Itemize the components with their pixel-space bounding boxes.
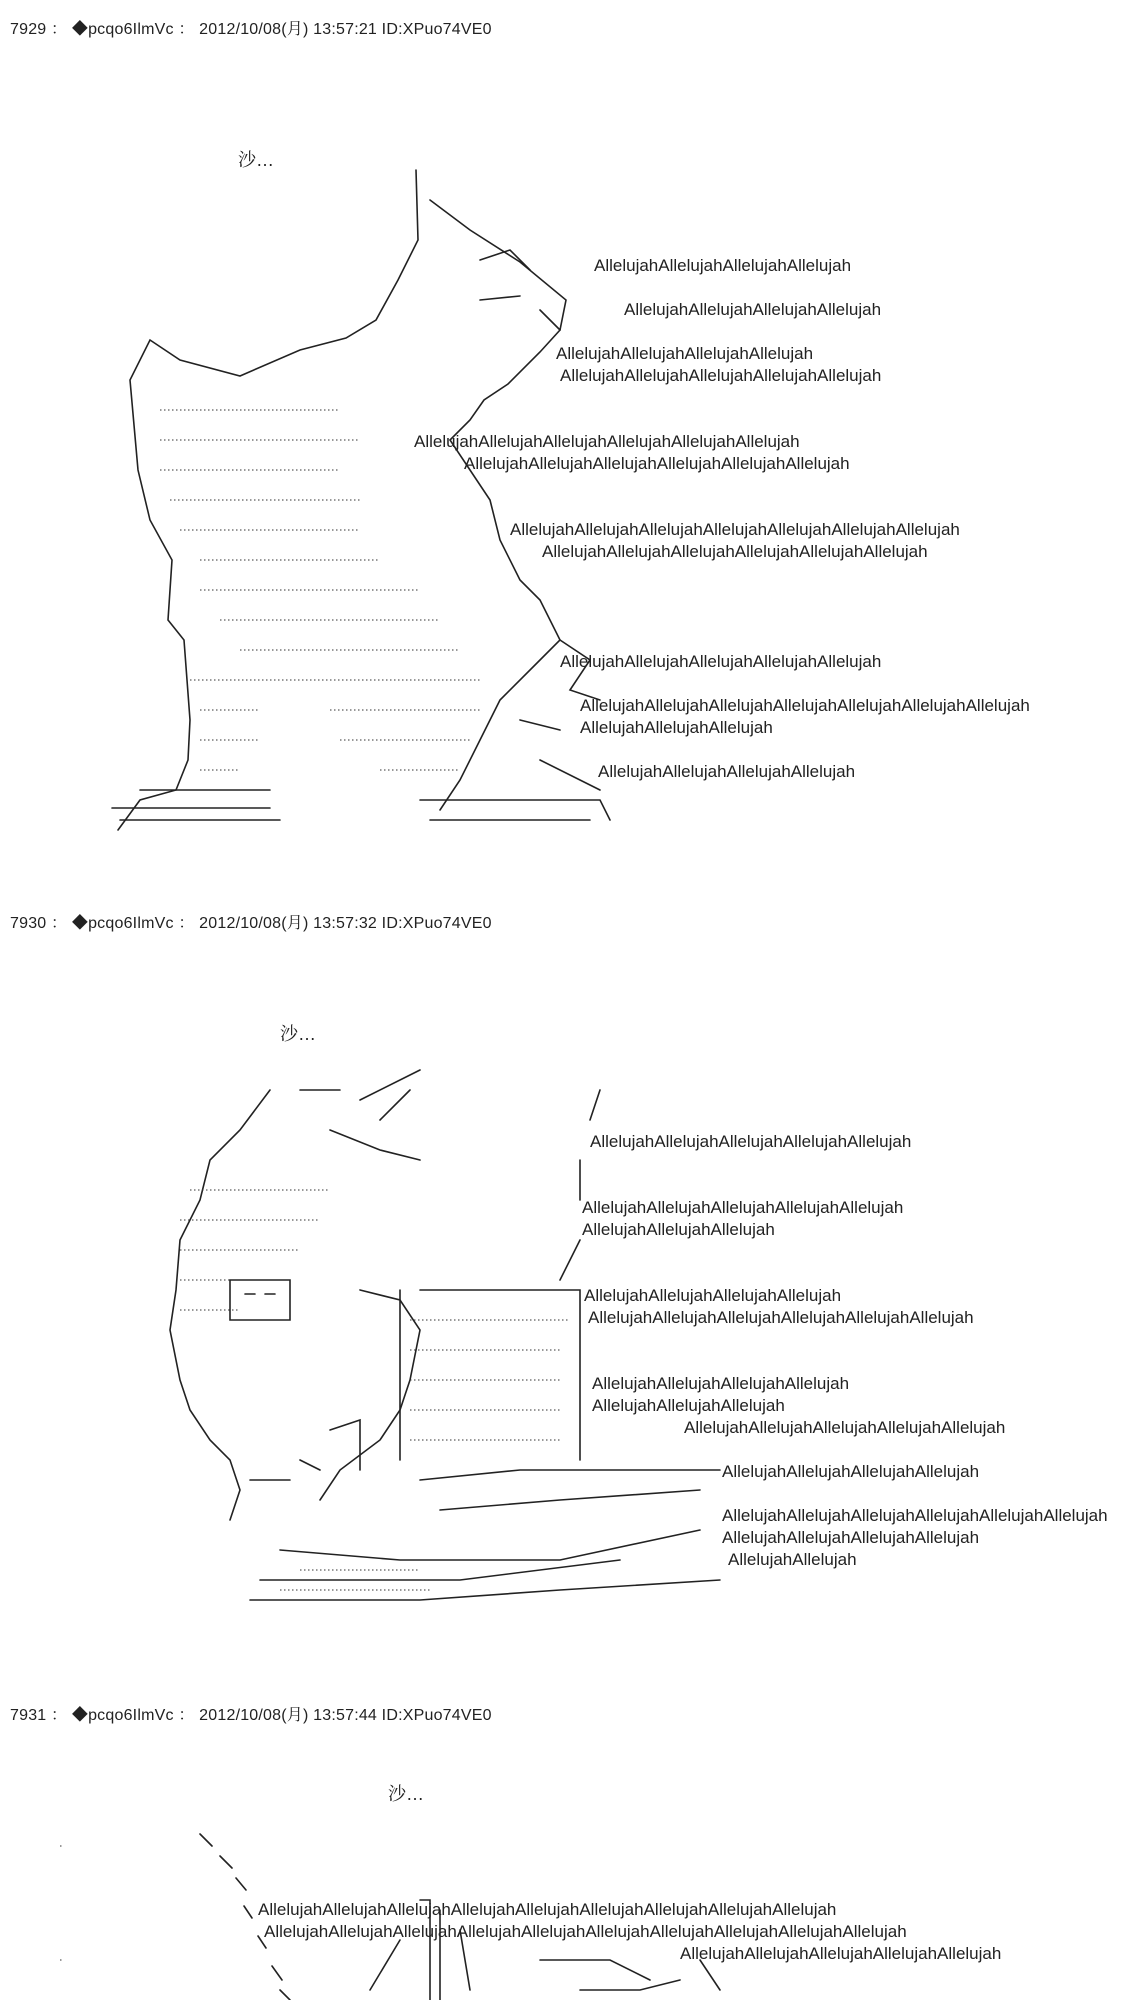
ascii-art-figure-2 [170, 1070, 720, 1600]
sa-text: 沙… [238, 150, 274, 170]
allelujah-line: AllelujahAllelujahAllelujahAllelujahAllelujahAllelujah [722, 1506, 1108, 1525]
sa-text: 沙… [280, 1024, 316, 1044]
allelujah-line: AllelujahAllelujah [728, 1550, 857, 1569]
allelujah-line: AllelujahAllelujahAllelujahAllelujahAllelujah [680, 1944, 1002, 1963]
allelujah-line: AllelujahAllelujahAllelujahAllelujah [598, 762, 856, 781]
allelujah-line: AllelujahAllelujahAllelujahAllelujah [584, 1286, 842, 1305]
allelujah-line: AllelujahAllelujahAllelujahAllelujahAllelujahAllelujahAllelujahAllelujahAllelujah [258, 1900, 837, 1919]
allelujah-line: AllelujahAllelujahAllelujahAllelujahAllelujah [560, 366, 882, 385]
allelujah-line: AllelujahAllelujahAllelujah [582, 1220, 775, 1239]
post-header-7931: 7931 ： ◆pcqo6IlmVc ： 2012/10/08(月) 13:57:44 ID:XPuo74VE0 [10, 1707, 492, 1724]
ascii-art-figure-1 [112, 170, 610, 830]
allelujah-line: AllelujahAllelujahAllelujahAllelujahAllelujahAllelujahAllelujahAllelujahAllelujahAllelujah [264, 1922, 907, 1941]
allelujah-line: AllelujahAllelujahAllelujahAllelujahAllelujahAllelujah [464, 454, 850, 473]
ascii-art-figure-3 [60, 1834, 720, 2000]
allelujah-line: AllelujahAllelujahAllelujahAllelujah [722, 1462, 980, 1481]
post-header-7929: 7929 ： ◆pcqo6IlmVc ： 2012/10/08(月) 13:57:21 ID:XPuo74VE0 [10, 21, 492, 38]
sa-text: 沙… [388, 1784, 424, 1804]
allelujah-line: AllelujahAllelujahAllelujahAllelujah [556, 344, 814, 363]
allelujah-line: AllelujahAllelujahAllelujahAllelujahAllelujahAllelujah [542, 542, 928, 561]
allelujah-line: AllelujahAllelujahAllelujahAllelujahAllelujah [560, 652, 882, 671]
allelujah-line: AllelujahAllelujahAllelujahAllelujah [594, 256, 852, 275]
allelujah-line: AllelujahAllelujahAllelujahAllelujahAllelujah [684, 1418, 1006, 1437]
allelujah-line: AllelujahAllelujahAllelujahAllelujahAllelujahAllelujahAllelujah [580, 696, 1030, 715]
allelujah-line: AllelujahAllelujahAllelujahAllelujah [722, 1528, 980, 1547]
post-header-7930: 7930 ： ◆pcqo6IlmVc ： 2012/10/08(月) 13:57:32 ID:XPuo74VE0 [10, 915, 492, 932]
allelujah-line: AllelujahAllelujahAllelujahAllelujah [624, 300, 882, 319]
allelujah-line: AllelujahAllelujahAllelujah [592, 1396, 785, 1415]
allelujah-line: AllelujahAllelujahAllelujahAllelujah [592, 1374, 850, 1393]
allelujah-line: AllelujahAllelujahAllelujahAllelujahAllelujahAllelujahAllelujah [510, 520, 960, 539]
allelujah-line: AllelujahAllelujahAllelujahAllelujahAllelujahAllelujah [414, 432, 800, 451]
allelujah-line: AllelujahAllelujahAllelujahAllelujahAllelujahAllelujah [588, 1308, 974, 1327]
allelujah-line: AllelujahAllelujahAllelujah [580, 718, 773, 737]
allelujah-line: AllelujahAllelujahAllelujahAllelujahAllelujah [582, 1198, 904, 1217]
allelujah-line: AllelujahAllelujahAllelujahAllelujahAllelujah [590, 1132, 912, 1151]
